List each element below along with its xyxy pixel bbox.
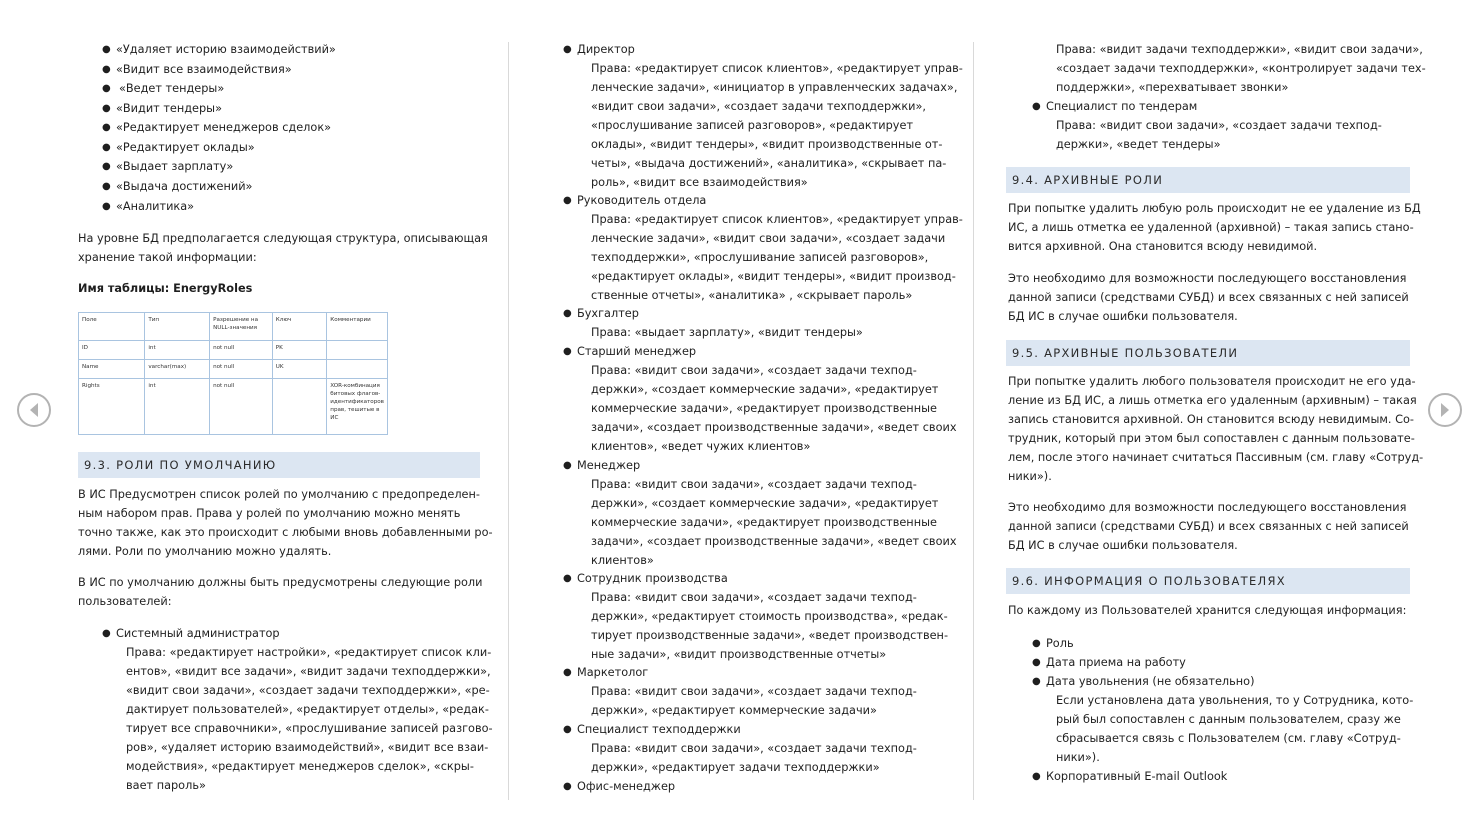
list-item: ● «Выдача достижений» (102, 180, 253, 193)
dismissal-note: Если установлена дата увольнения, то у Сотрудника, кото- рый был сопоставлен с данным пользователем, сразу же сбрасывается связь с Пользователем (см. главу «Сотруд- ники»). (1056, 694, 1414, 764)
table-header-cell: Комментарии (327, 313, 388, 341)
section-heading-9-3: 9.3. РОЛИ ПО УМОЛЧАНИЮ (78, 452, 480, 478)
table-cell: XOR-комбинация битовых флагов-идентификаторов прав, тешитые в ИС (327, 379, 388, 435)
table-cell (327, 360, 388, 379)
support-specialist-rights: Права: «видит свои задачи», «создает задачи техпод- держки», «редактирует задачи техподдержки» (591, 742, 917, 774)
section-heading-9-5: 9.5. АРХИВНЫЕ ПОЛЬЗОВАТЕЛИ (1006, 340, 1410, 366)
energy-roles-table (78, 312, 388, 435)
list-item: ● Роль (1032, 637, 1074, 650)
default-roles-list-intro: В ИС по умолчанию должны быть предусмотрены следующие роли пользователей: (78, 576, 483, 608)
list-item: ● «Выдает зарплату» (102, 160, 234, 173)
table-cell: not null (210, 341, 273, 360)
list-item: ● «Аналитика» (102, 200, 195, 213)
list-item-support-specialist: ● Специалист техподдержки (563, 723, 741, 736)
list-item-accountant: ● Бухгалтер (563, 307, 639, 320)
list-item: ● «Удаляет историю взаимодействий» (102, 43, 336, 56)
archive-roles-restore-paragraph: Это необходимо для возможности последующего восстановления данной записи (средствами СУБД) и всех связанных с ней записей БД ИС в случае ошибки пользователя. (1008, 272, 1409, 323)
accountant-rights: Права: «выдает зарплату», «видит тендеры» (591, 326, 863, 339)
tender-specialist-rights: Права: «видит свои задачи», «создает задачи техпод- держки», «ведет тендеры» (1056, 119, 1382, 151)
list-item: ● «Редактирует оклады» (102, 141, 255, 154)
chevron-left-icon (27, 402, 41, 418)
sysadmin-rights: Права: «редактирует настройки», «редактирует список кли- ентов», «видит все задачи», «видит задачи техподдержки», «видит свои задачи», «создает задачи техподдержки», «ре- дактирует пользователей», «редактирует отделы», «редак- тирует все справочники», «прослушивание записей разгово- ров», «удаляет историю взаимодействий», «видит все взаи- модействия», «редактирует менеджеров сделок», «скры- вает пароль» (126, 646, 493, 792)
department-head-rights: Права: «редактирует список клиентов», «редактирует управ- ленческие задачи», «видит свои задачи», «создает задачи техподдержки», «прослушивание записей разговоров», «редактирует оклады», «видит тендеры», «видит производ- ственные отчеты», «аналитика» , «скрывает пароль» (591, 213, 963, 302)
section-heading-9-4: 9.4. АРХИВНЫЕ РОЛИ (1006, 167, 1410, 193)
archive-users-restore-paragraph: Это необходимо для возможности последующего восстановления данной записи (средствами СУБД) и всех связанных с ней записей БД ИС в случае ошибки пользователя. (1008, 501, 1409, 552)
table-cell: ID (79, 341, 145, 360)
list-item-senior-manager: ● Старший менеджер (563, 345, 697, 358)
table-cell: not null (210, 360, 273, 379)
table-header-cell: Ключ (272, 313, 327, 341)
table-cell: Name (79, 360, 145, 379)
list-item-sysadmin: ● Системный администратор (102, 627, 280, 640)
table-cell (272, 379, 327, 435)
user-info-intro: По каждому из Пользователей хранится следующая информация: (1008, 604, 1407, 617)
table-cell: varchar(max) (145, 360, 210, 379)
prev-page-button[interactable] (17, 393, 51, 427)
list-item: ● «Редактирует менеджеров сделок» (102, 121, 332, 134)
list-item-production-employee: ● Сотрудник производства (563, 572, 728, 585)
list-item: ● «Видит тендеры» (102, 102, 223, 115)
default-roles-paragraph: В ИС Предусмотрен список ролей по умолчанию с предопределен- ным набором прав. Права у ролей по умолчанию можно менять точно также, как это происходит с любыми вновь добавленными ро- лями. Роли по умолчанию можно удалять. (78, 488, 493, 558)
chevron-right-icon (1438, 402, 1452, 418)
table-cell: PK (272, 341, 327, 360)
list-item: ● «Ведет тендеры» (102, 82, 225, 95)
list-item-department-head: ● Руководитель отдела (563, 194, 707, 207)
list-item: ● «Видит все взаимодействия» (102, 63, 292, 76)
list-item: ● Дата увольнения (не обязательно) (1032, 675, 1255, 688)
table-cell: UK (272, 360, 327, 379)
table-row (79, 341, 388, 360)
table-header-row (79, 313, 388, 341)
table-name-label: Имя таблицы: EnergyRoles (78, 282, 253, 295)
list-item: ● Корпоративный E-mail Outlook (1032, 770, 1228, 783)
list-item-manager: ● Менеджер (563, 459, 641, 472)
list-item-office-manager: ● Офис-менеджер (563, 780, 676, 793)
section-heading-9-6: 9.6. ИНФОРМАЦИЯ О ПОЛЬЗОВАТЕЛЯХ (1006, 568, 1410, 594)
table-header-cell: Тип (145, 313, 210, 341)
table-row (79, 379, 388, 435)
archive-users-paragraph: При попытке удалить любого пользователя происходит не его уда- ление из БД ИС, а лишь отметка его удаленным (архивным) – такая запись становится архивной. Он становится всюду невидимым. Со- трудник, который при этом был сопоставлен с данным пользовате- лем, после этого начинает считаться Пассивным (см. главу «Сотруд- ники»). (1008, 375, 1424, 483)
production-employee-rights: Права: «видит свои задачи», «создает задачи техпод- держки», «редактирует стоимость производства», «редак- тирует производственные задачи», «ведет производствен- ные задачи», «видит производственные отчеты» (591, 591, 949, 661)
column-divider (973, 42, 974, 800)
table-row (79, 360, 388, 379)
next-page-button[interactable] (1428, 393, 1462, 427)
column-divider (508, 42, 509, 800)
table-cell: int (145, 379, 210, 435)
marketer-rights: Права: «видит свои задачи», «создает задачи техпод- держки», «редактирует коммерческие задачи» (591, 685, 917, 717)
list-item: ● Дата приема на работу (1032, 656, 1186, 669)
office-manager-rights: Права: «видит задачи техподдержки», «видит свои задачи», «создает задачи техподдержки», «контролирует задачи тех- поддержки», «перехватывает звонки» (1056, 43, 1426, 94)
director-rights: Права: «редактирует список клиентов», «редактирует управ- ленческие задачи», «инициатор в управленческих задачах», «видит свои задачи», «создает задачи техподдержки», «прослушивание записей разговоров», «редактирует оклады», «видит тендеры», «видит производственные от- четы», «выдача достижений», «аналитика», «скрывает па- роль», «видит все взаимодействия» (591, 62, 963, 189)
table-cell (327, 341, 388, 360)
db-intro-paragraph: На уровне БД предполагается следующая структура, описывающая хранение такой информации: (78, 232, 488, 264)
table-header-cell: Поле (79, 313, 145, 341)
manager-rights: Права: «видит свои задачи», «создает задачи техпод- держки», «создает коммерческие задачи», «редактирует коммерческие задачи», «редактирует производственные задачи», «создает производственные задачи», «ведет своих клиентов» (591, 478, 957, 567)
table-cell: not null (210, 379, 273, 435)
list-item-marketer: ● Маркетолог (563, 666, 649, 679)
senior-manager-rights: Права: «видит свои задачи», «создает задачи техпод- держки», «создает коммерческие задачи», «редактирует коммерческие задачи», «редактирует производственные задачи», «создает производственные задачи», «ведет своих клиентов», «ведет чужих клиентов» (591, 364, 957, 453)
table-cell: int (145, 341, 210, 360)
table-cell: Rights (79, 379, 145, 435)
table-header-cell: Разрешение на NULL-значения (210, 313, 273, 341)
archive-roles-paragraph: При попытке удалить любую роль происходит не ее удаление из БД ИС, а лишь отметка ее удаленной (архивной) – такая запись стано- вится архивной. Она становится всюду невидимой. (1008, 202, 1421, 253)
list-item-director: ● Директор (563, 43, 635, 56)
list-item-tender-specialist: ● Специалист по тендерам (1032, 100, 1198, 113)
